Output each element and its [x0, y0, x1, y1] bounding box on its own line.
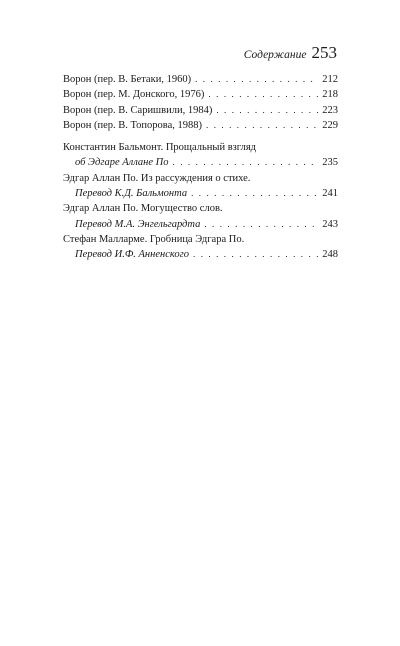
toc-entry: [63, 72, 338, 87]
toc-entry-title: Ворон (пер. М. Донского, 1976): [63, 89, 205, 101]
toc-entry-page: 212: [322, 74, 338, 85]
toc-entry-page: 223: [322, 104, 338, 116]
running-head-title: Содержание: [243, 49, 307, 61]
group-spacer: [63, 133, 338, 140]
toc-entry: [63, 118, 338, 133]
toc-entry-heading: Эдгар Аллан По. Могущество слов.: [63, 203, 223, 215]
toc-entry-page: 243: [322, 218, 338, 230]
toc-entry-page: 218: [322, 89, 338, 101]
toc-entry: [63, 217, 338, 232]
table-of-contents: [63, 72, 338, 263]
leader-dots: [204, 217, 318, 232]
toc-entry-page: 235: [322, 157, 338, 169]
toc-entry-subtitle: об Эдгаре Аллане По: [75, 157, 169, 169]
leader-dots: [195, 72, 318, 87]
toc-entry-heading: Эдгар Аллан По. Из рассуждения о стихе.: [63, 172, 251, 184]
toc-entry-page: 241: [322, 188, 338, 200]
toc-entry: [63, 186, 338, 201]
running-head: [244, 44, 337, 61]
toc-entry-subtitle: Перевод М.А. Энгельгардта: [75, 218, 201, 230]
toc-entry-heading: Константин Бальмонт. Прощальный взгляд: [63, 142, 256, 154]
toc-entry-title: Ворон (пер. В. Саришвили, 1984): [63, 104, 213, 116]
toc-entry-subtitle: Перевод К.Д. Бальмонта: [75, 188, 188, 200]
toc-entry: [63, 155, 338, 170]
leader-dots: [206, 118, 318, 133]
toc-entry-title: Ворон (пер. В. Бетаки, 1960): [63, 74, 192, 85]
toc-entry-title: Ворон (пер. В. Топорова, 1988): [63, 119, 202, 131]
toc-entry: [63, 103, 338, 118]
page-number: 253: [311, 43, 337, 62]
toc-entry-heading: Стефан Малларме. Гробница Эдгара По.: [63, 233, 245, 245]
leader-dots: [208, 87, 318, 102]
toc-entry: [63, 87, 338, 102]
leader-dots: [216, 103, 318, 118]
toc-entry-subtitle: Перевод И.Ф. Анненского: [75, 249, 189, 261]
toc-entry: [63, 247, 338, 262]
toc-entry-page: 229: [322, 119, 338, 131]
leader-dots: [173, 155, 319, 170]
leader-dots: [193, 247, 318, 262]
leader-dots: [191, 186, 318, 201]
toc-entry-page: 248: [322, 249, 338, 261]
